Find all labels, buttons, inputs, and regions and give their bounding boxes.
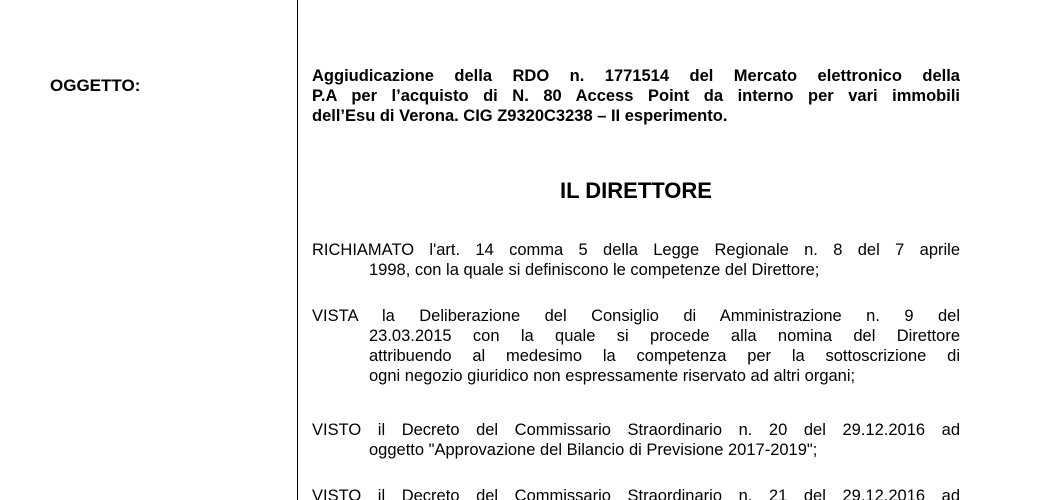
subject-line: P.A per l’acquisto di N. 80 Access Point da interno per vari immobili — [312, 87, 960, 105]
paragraph-vista — [312, 306, 960, 386]
paragraph-line: VISTO il Decreto del Commissario Straordinario n. 21 del 29.12.2016 ad — [312, 487, 960, 500]
paragraph-line: RICHIAMATO l'art. 14 comma 5 della Legge Regionale n. 8 del 7 aprile — [312, 241, 960, 259]
paragraph-line: 1998, con la quale si definiscono le competenze del Direttore; — [369, 261, 820, 279]
paragraph-richiamato — [312, 240, 960, 280]
paragraph-line: ogni negozio giuridico non espressamente riservato ad altri organi; — [369, 367, 856, 385]
section-heading: IL DIRETTORE — [560, 178, 712, 203]
paragraph-line: VISTA la Deliberazione del Consiglio di Amministrazione n. 9 del — [312, 307, 960, 325]
subject-line: dell’Esu di Verona. CIG Z9320C3238 – II esperimento. — [312, 107, 728, 125]
paragraph-line: oggetto "Approvazione del Bilancio di Previsione 2017-2019"; — [369, 441, 818, 459]
subject-block — [312, 66, 960, 126]
paragraph-visto-decreto-21 — [312, 486, 960, 500]
paragraph-line: VISTO il Decreto del Commissario Straordinario n. 20 del 29.12.2016 ad — [312, 421, 960, 439]
subject-line: Aggiudicazione della RDO n. 1771514 del Mercato elettronico della — [312, 67, 960, 85]
vertical-divider — [297, 0, 298, 500]
oggetto-label: OGGETTO: — [50, 76, 141, 95]
paragraph-visto-bilancio — [312, 420, 960, 460]
paragraph-line: attribuendo al medesimo la competenza per la sottoscrizione di — [369, 347, 960, 365]
paragraph-line: 23.03.2015 con la quale si procede alla nomina del Direttore — [369, 327, 960, 345]
